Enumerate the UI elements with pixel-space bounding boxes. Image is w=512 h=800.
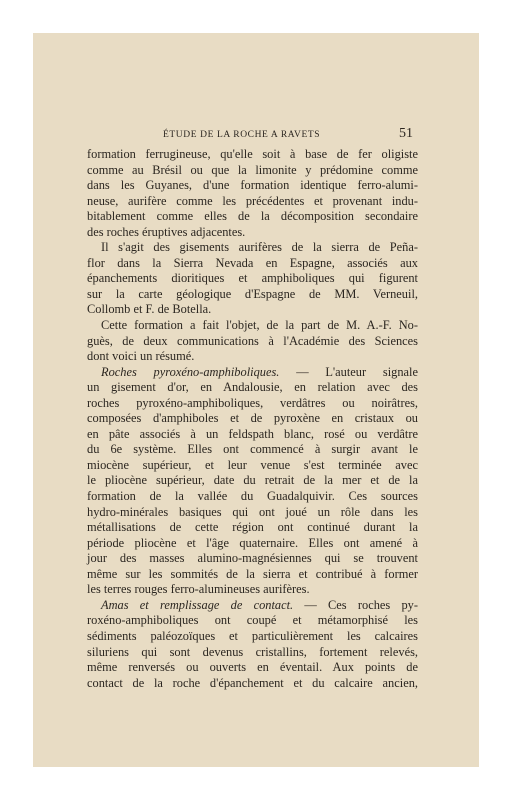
section-heading: Roches pyroxéno-amphiboliques.	[101, 364, 280, 379]
line-text: sur la carte géologique d'Espagne de MM. Verneuil,	[87, 286, 418, 301]
text-line	[87, 334, 418, 350]
line-text: — Ces roches py-	[293, 597, 418, 612]
line-text: flor dans la Sierra Nevada en Espagne, associés aux	[87, 255, 418, 270]
line-text: en pâte associés à un feldspath blanc, rosé ou verdâtre	[87, 426, 418, 441]
text-line	[87, 676, 418, 692]
page-number: 51	[399, 126, 413, 141]
text-line	[87, 271, 418, 287]
text-line	[87, 240, 418, 256]
page-header	[83, 126, 413, 144]
text-line	[87, 505, 418, 521]
text-line	[87, 489, 418, 505]
text-line	[87, 598, 418, 614]
section-heading: Amas et remplissage de contact.	[101, 597, 294, 612]
line-text: hydro-minérales basiques qui ont joué un rôle dans les	[87, 504, 418, 519]
text-line	[87, 645, 418, 661]
text-line	[87, 473, 418, 489]
text-line	[87, 411, 418, 427]
line-text: formation ferrugineuse, qu'elle soit à base de fer oligiste	[87, 147, 418, 161]
text-line	[87, 520, 418, 536]
line-text: Cette formation a fait l'objet, de la part de M. A.-F. No-	[101, 318, 418, 333]
text-line	[87, 551, 418, 567]
line-text: dont voici un résumé.	[87, 349, 195, 364]
text-line	[87, 380, 418, 396]
line-text: formation de la vallée du Guadalquivir. Ces sources	[87, 489, 418, 504]
line-text: période pliocène et l'âge quaternaire. Elles ont amené à	[87, 535, 418, 550]
line-text: composées d'amphiboles et de pyroxène en cristaux ou	[87, 411, 418, 426]
text-line	[87, 287, 418, 303]
text-line	[87, 427, 418, 443]
line-text: comme au Brésil ou que la limonite y prédomine comme	[87, 162, 418, 177]
text-line	[87, 209, 418, 225]
text-line	[87, 365, 418, 381]
text-line	[87, 178, 418, 194]
line-text: jour des masses alumino-magnésiennes qui se trouvent	[87, 551, 418, 566]
text-line	[87, 613, 418, 629]
line-text: bitablement comme elles de la décomposition secondaire	[87, 209, 418, 224]
line-text: guès, de deux communications à l'Académie des Sciences	[87, 333, 418, 348]
text-line	[87, 582, 418, 598]
line-text: Il s'agit des gisements aurifères de la sierra de Peña-	[101, 240, 418, 255]
line-text: contact de la roche d'épanchement et du calcaire ancien,	[87, 675, 418, 690]
text-line	[87, 660, 418, 676]
line-text: des roches éruptives adjacentes.	[87, 224, 246, 239]
line-text: roxéno-amphiboliques ont coupé et métamorphisé les	[87, 613, 418, 628]
line-text: même renversés ou ouverts en éventail. Aux points de	[87, 660, 418, 675]
line-text: dans les Guyanes, d'une formation identique ferro-alumi-	[87, 178, 418, 193]
text-line	[87, 163, 418, 179]
line-text: roches pyroxéno-amphiboliques, verdâtres ou noirâtres,	[87, 395, 418, 410]
text-line	[87, 256, 418, 272]
text-line	[87, 629, 418, 645]
line-text: un gisement d'or, en Andalousie, en relation avec des	[87, 380, 418, 395]
line-text: Collomb et F. de Botella.	[87, 302, 212, 317]
line-text: épanchements dioritiques et amphiboliques qui figurent	[87, 271, 418, 286]
line-text: même sur les sommités de la sierra et contribué à former	[87, 566, 418, 581]
text-line	[87, 396, 418, 412]
line-text: le pliocène supérieur, date du retrait de la mer et de la	[87, 473, 418, 488]
text-line	[87, 442, 418, 458]
line-text: neuse, aurifère comme les précédentes et provenant indu-	[87, 193, 418, 208]
text-line	[87, 536, 418, 552]
line-text: miocène supérieur, et leur venue s'est terminée avec	[87, 457, 418, 472]
line-text: du 6e système. Elles ont commencé à surgir avant le	[87, 442, 418, 457]
line-text: les terres rouges ferro-alumineuses aurifères.	[87, 582, 310, 597]
text-line	[87, 147, 418, 163]
body-text	[87, 147, 418, 691]
line-text: sédiments paléozoïques et particulièrement les calcaires	[87, 628, 418, 643]
text-line	[87, 349, 418, 365]
book-page	[33, 33, 479, 767]
text-line	[87, 225, 418, 241]
text-line	[87, 318, 418, 334]
text-line	[87, 458, 418, 474]
line-text: siluriens qui sont devenus cristallins, fortement relevés,	[87, 644, 418, 659]
text-line	[87, 567, 418, 583]
line-text: — L'auteur signale	[279, 364, 418, 379]
text-line	[87, 302, 418, 318]
text-line	[87, 194, 418, 210]
running-title: ÉTUDE DE LA ROCHE A RAVETS	[163, 130, 321, 140]
line-text: métallisations de cette région ont continué durant la	[87, 520, 418, 535]
